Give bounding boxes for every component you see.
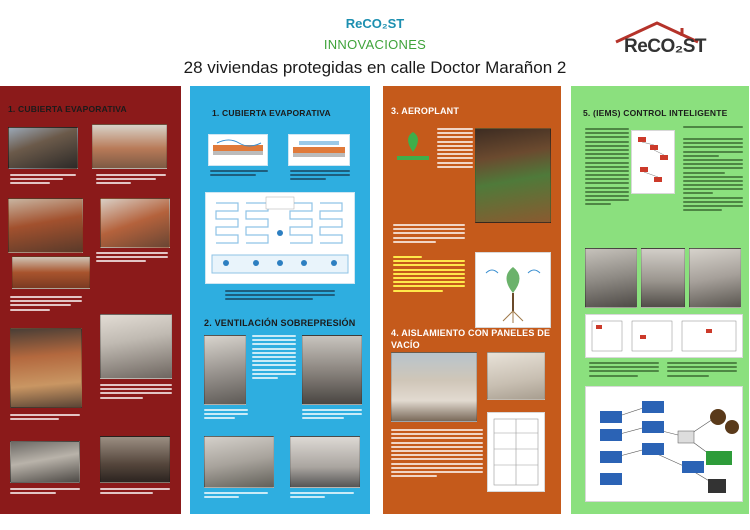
control-flow-diagram bbox=[585, 314, 743, 358]
caption-block bbox=[290, 492, 354, 502]
caption-block bbox=[210, 170, 268, 184]
photo-vacuum-panel bbox=[487, 352, 545, 400]
photo-iems-2 bbox=[641, 248, 685, 308]
section-diagram-1 bbox=[208, 134, 268, 166]
photo-ventilation-4 bbox=[290, 436, 360, 488]
poster-header bbox=[0, 0, 750, 85]
control-diagram-1 bbox=[631, 130, 675, 194]
panel-cubierta-evaporativa-photos bbox=[0, 86, 181, 514]
panel-title: 5. (IEMS) CONTROL INTELIGENTE bbox=[583, 108, 728, 118]
photo-roof-3 bbox=[8, 198, 83, 253]
caption-block bbox=[100, 488, 170, 500]
insulation-detail-drawing bbox=[487, 412, 545, 492]
photo-aeroplant-unit bbox=[475, 128, 551, 223]
benefits-list bbox=[393, 256, 465, 316]
photo-roof-5 bbox=[12, 256, 90, 289]
caption-block bbox=[393, 224, 465, 252]
panel-title-2: 2. VENTILACIÓN SOBREPRESIÓN bbox=[204, 318, 356, 328]
panel-control-inteligente bbox=[571, 86, 749, 514]
plant-diagram bbox=[475, 252, 551, 328]
panel-title: 1. CUBIERTA EVAPORATIVA bbox=[8, 104, 127, 114]
panel-title: 3. AEROPLANT bbox=[391, 106, 460, 116]
caption-block bbox=[302, 409, 362, 429]
page-title: 28 viviendas protegidas en calle Doctor Marañon 2 bbox=[183, 58, 567, 77]
brand-subtitle: INNOVACIONES bbox=[323, 37, 427, 52]
panel-cubierta-ventilacion bbox=[190, 86, 370, 514]
caption-block bbox=[683, 126, 743, 136]
caption-block bbox=[225, 290, 335, 310]
photo-roof-6 bbox=[10, 328, 82, 408]
caption-block bbox=[204, 492, 268, 502]
photo-ventilation-1 bbox=[204, 335, 246, 405]
caption-block bbox=[585, 128, 629, 238]
caption-block bbox=[96, 252, 168, 270]
photo-facade bbox=[391, 352, 477, 422]
panel-aeroplant-aislamiento bbox=[383, 86, 561, 514]
caption-block bbox=[252, 335, 296, 415]
caption-block bbox=[100, 384, 172, 410]
caption-block bbox=[204, 409, 248, 429]
panel-title: 1. CUBIERTA EVAPORATIVA bbox=[212, 108, 331, 118]
photo-ventilation-3 bbox=[204, 436, 274, 488]
caption-block bbox=[96, 174, 166, 188]
caption-block bbox=[437, 128, 473, 198]
photo-roof-8 bbox=[10, 441, 80, 483]
brand-name: ReCO₂ST bbox=[345, 16, 405, 31]
photo-roof-1 bbox=[8, 127, 78, 169]
photo-ventilation-2 bbox=[302, 335, 362, 405]
photo-roof-7 bbox=[100, 314, 172, 379]
photo-roof-4 bbox=[100, 198, 170, 248]
photo-roof-9 bbox=[100, 436, 170, 483]
photo-iems-1 bbox=[585, 248, 637, 308]
caption-block bbox=[10, 296, 82, 318]
caption-block bbox=[391, 429, 483, 489]
legend-list bbox=[589, 362, 659, 384]
network-architecture-diagram bbox=[585, 386, 743, 502]
aeroplant-logo bbox=[393, 128, 433, 166]
caption-block bbox=[683, 138, 743, 238]
evaporative-roof-plan-diagram bbox=[205, 192, 355, 284]
caption-block bbox=[290, 170, 350, 186]
panel-title-2: 4. AISLAMIENTO CON PANELES DE VACÍO bbox=[391, 328, 551, 350]
legend-list bbox=[667, 362, 737, 384]
photo-roof-2 bbox=[92, 124, 167, 169]
section-diagram-2 bbox=[288, 134, 350, 166]
caption-block bbox=[10, 174, 76, 188]
caption-block bbox=[10, 414, 80, 426]
photo-iems-3 bbox=[689, 248, 741, 308]
caption-block bbox=[10, 488, 80, 500]
logo-text: ReCO₂ST bbox=[624, 36, 707, 57]
